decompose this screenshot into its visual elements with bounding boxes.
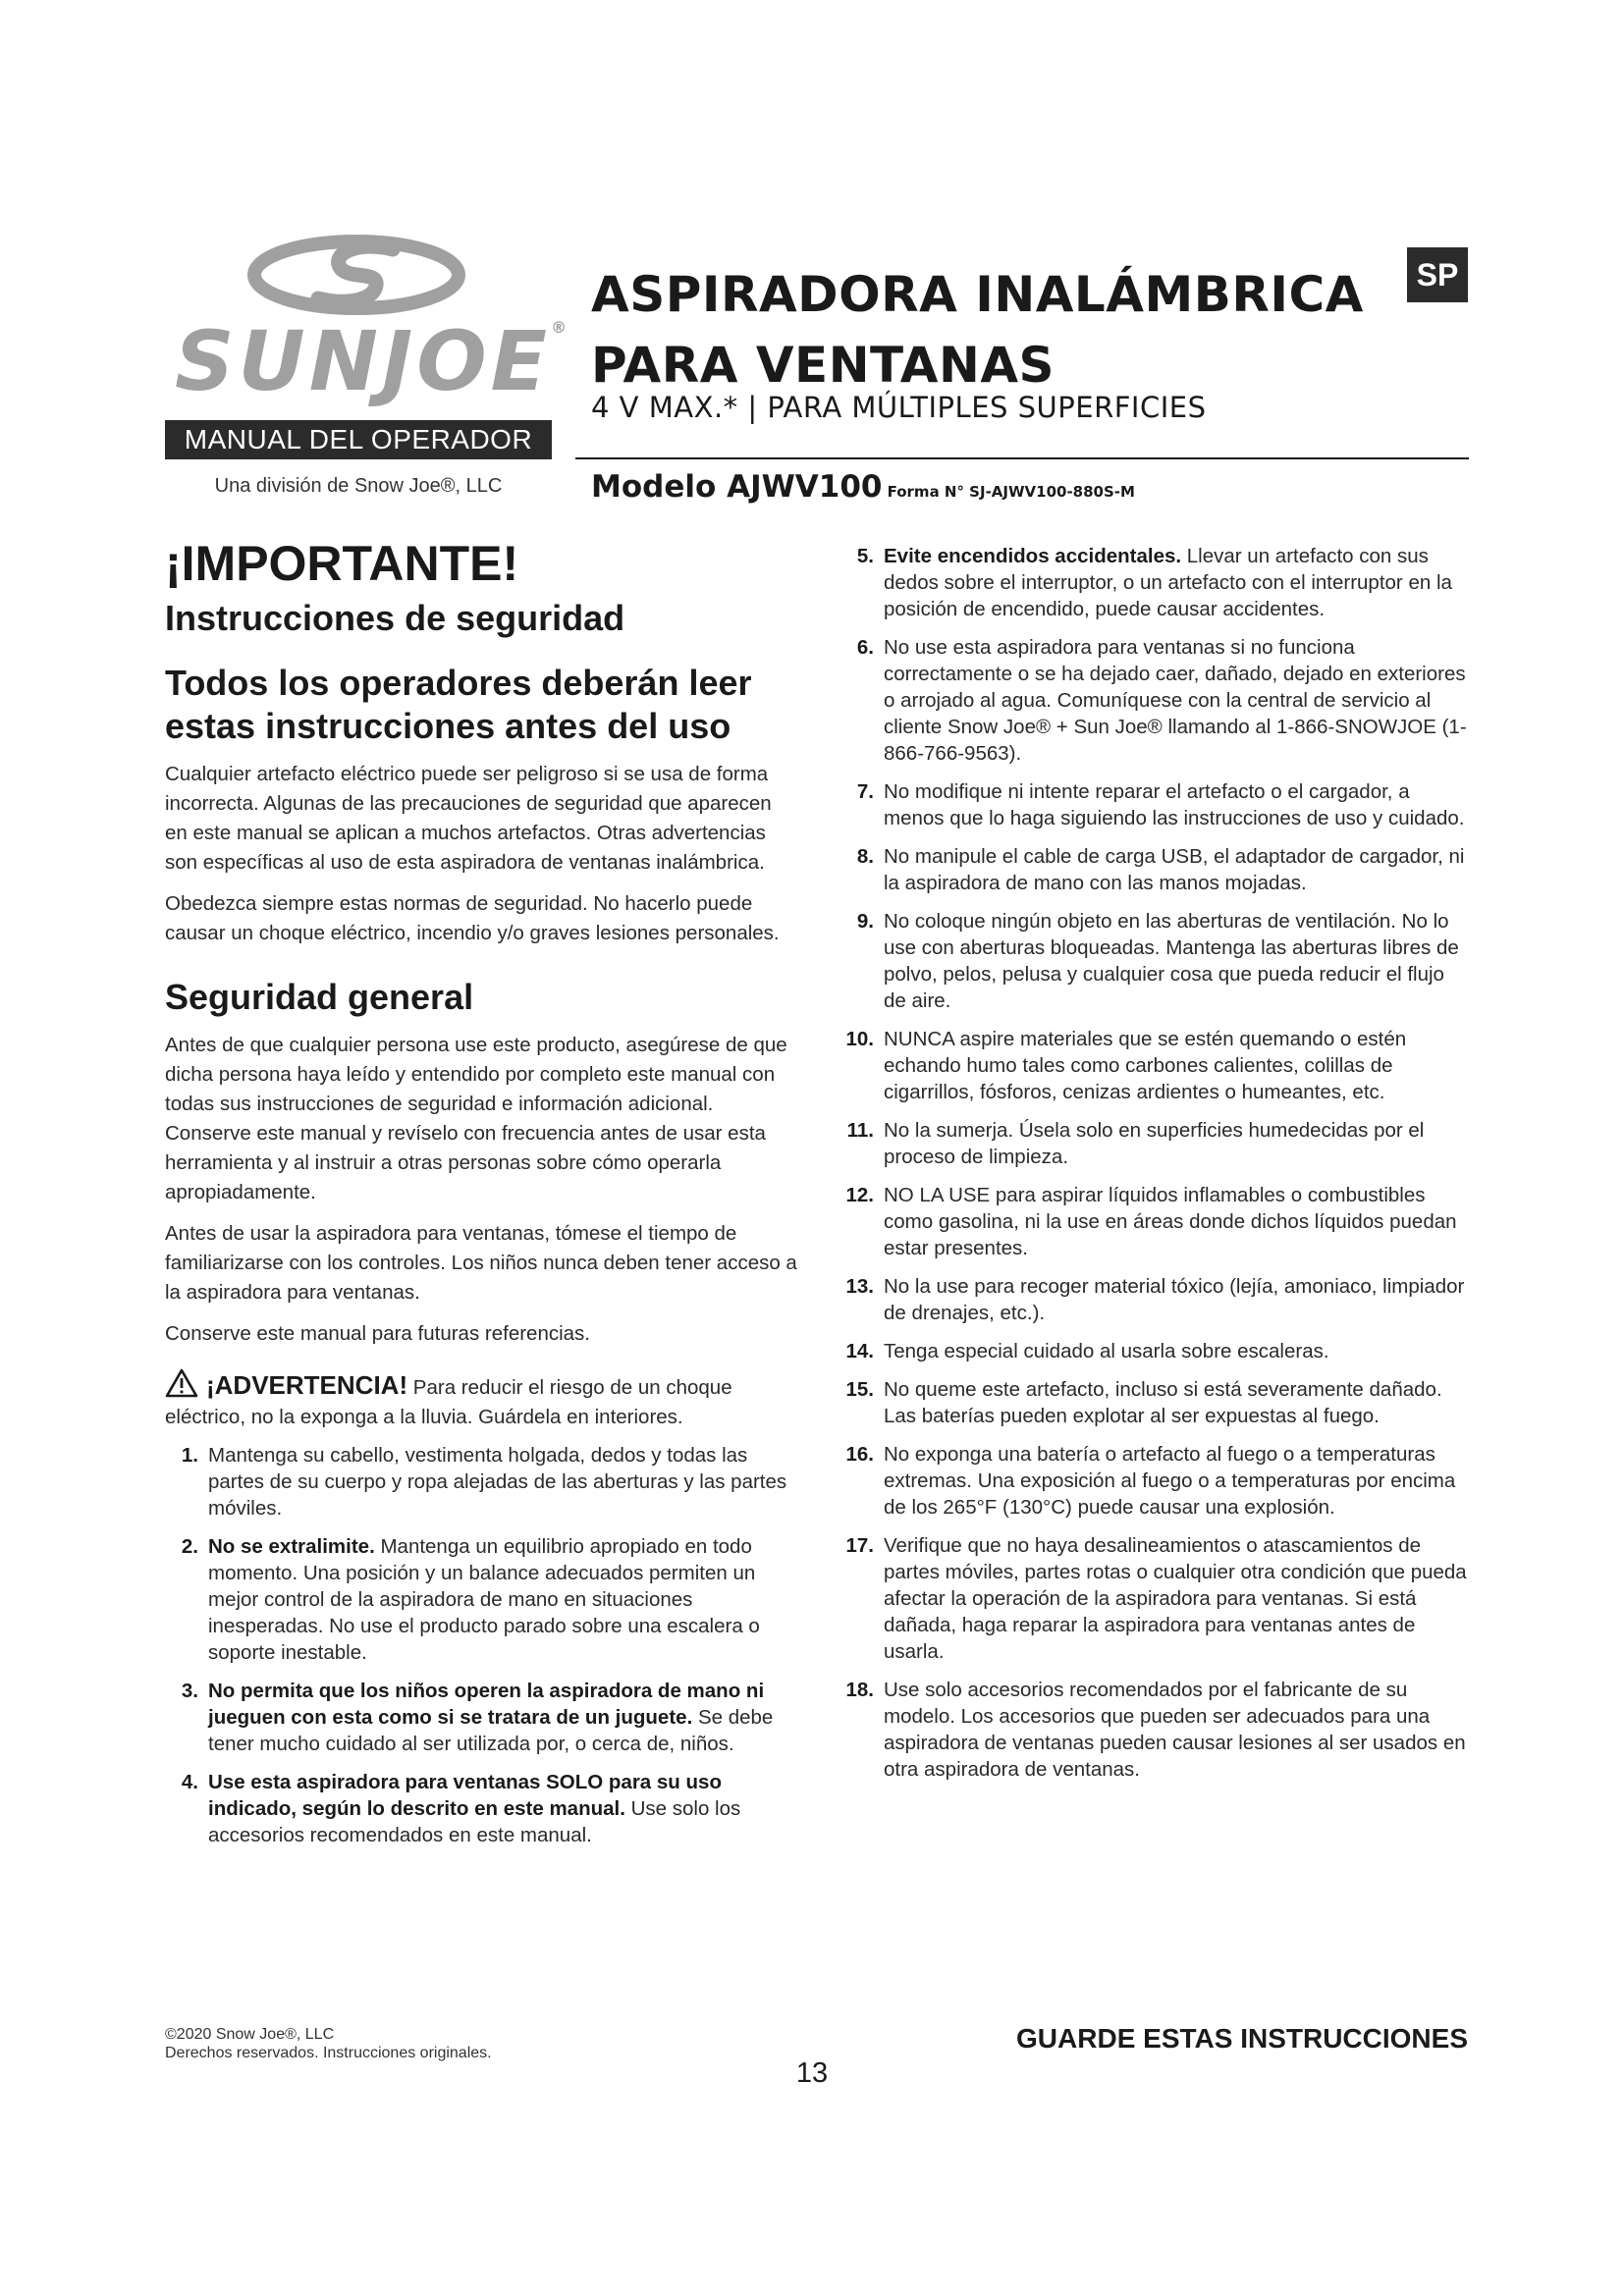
save-instructions-label: GUARDE ESTAS INSTRUCCIONES (1016, 2023, 1468, 2054)
division-note: Una división de Snow Joe®, LLC (214, 475, 503, 497)
list-item: 7. No modifique ni intente reparar el artefacto o el cargador, a menos que lo haga siguiendo las instrucciones de uso y cuidado. (856, 780, 1465, 829)
warning-block (165, 1368, 798, 1432)
list-item: 3. No permita que los niños operen la aspiradora de mano ni jueguen con esta como si se tratara de un juguete. Se debe tener mucho cuidado al ser utilizada por, o cerca de, niños. (181, 1680, 774, 1755)
right-safety-list (837, 543, 1471, 1783)
list-item: 12. NO LA USE para aspirar líquidos inflamables o combustibles como gasolina, ni la use en áreas donde dichos líquidos puedan estar presentes. (845, 1184, 1457, 1259)
model-line (591, 469, 1135, 505)
title-line-1: ASPIRADORA INALÁMBRICA (591, 266, 1364, 323)
list-item: 15. No queme este artefacto, incluso si está severamente dañado. Las baterías pueden explotar al ser expuestas al fuego. (845, 1378, 1442, 1427)
all-operators-line-2: estas instrucciones antes del uso (165, 706, 731, 746)
page-number: 13 (795, 2057, 829, 2089)
intro-paragraph-1: Cualquier artefacto eléctrico puede ser peligroso si se usa de forma incorrecta. Algunas de las precauciones de seguridad que aparecen en este manual se aplican a muchos artefactos. Otras advertencias son específicas al uso de esta aspiradora de ventanas inalámbrica. (165, 763, 772, 874)
intro-paragraph-2: Obedezca siempre estas normas de seguridad. No hacerlo puede causar un choque eléctrico, incendio y/o graves lesiones personales. (165, 892, 780, 944)
form-number: Forma N° SJ-AJWV100-880S-M (887, 483, 1135, 501)
title-divider (575, 457, 1469, 459)
list-item: 17. Verifique que no haya desalineamientos o atascamientos de partes móviles, partes rotas o cualquier otra condición que pueda afectar la operación de la aspiradora para ventanas. Si está dañada, haga reparar la aspiradora para ventanas antes de usarla. (845, 1534, 1467, 1663)
general-paragraph-3: Conserve este manual para futuras referencias. (165, 1322, 591, 1345)
list-item: 4. Use esta aspiradora para ventanas SOLO para su uso indicado, según lo descrito en este manual. Use solo los accesorios recomendados en este manual. (181, 1771, 741, 1846)
general-paragraph-1: Antes de que cualquier persona use este producto, asegúrese de que dicha persona haya leído y entendido por completo este manual con todas sus instrucciones de seguridad e información adicional. Conserve este manual y revíselo con frecuencia antes de usar esta herramienta y al instruir a otras personas sobre cómo operarla apropiadamente. (165, 1034, 787, 1203)
general-safety-heading: Seguridad general (165, 977, 474, 1017)
list-item: 8. No manipule el cable de carga USB, el adaptador de cargador, ni la aspiradora de mano con las manos mojadas. (856, 845, 1465, 894)
copyright-line-2: Derechos reservados. Instrucciones originales. (165, 2045, 492, 2061)
brand-wordmark: SUNJOE® (175, 313, 568, 409)
general-paragraph-2: Antes de usar la aspiradora para ventanas, tómese el tiempo de familiarizarse con los controles. Los niños nunca deben tener acceso a la aspiradora para ventanas. (165, 1222, 797, 1304)
manual-label: MANUAL DEL OPERADOR (165, 420, 552, 459)
all-operators-heading (165, 662, 798, 748)
list-item: 11. No la sumerja. Úsela solo en superficies humedecidas por el proceso de limpieza. (846, 1119, 1425, 1168)
list-item: 6. No use esta aspiradora para ventanas si no funciona correctamente o se ha dejado caer, dañado, dejado en exteriores o arrojado al agua. Comuníquese con la central de servicio al cliente Snow Joe® + Sun Joe® llamando al 1-866-SNOWJOE (1-866-766-9563). (856, 636, 1467, 765)
right-column (837, 543, 1471, 1794)
model-label: Modelo AJWV100 (591, 469, 883, 505)
title-line-2: PARA VENTANAS (591, 337, 1056, 394)
important-heading: ¡IMPORTANTE! (165, 536, 519, 591)
list-item: 1. Mantenga su cabello, vestimenta holgada, dedos y todas las partes de su cuerpo y ropa alejadas de las aberturas y las partes móviles. (181, 1444, 787, 1520)
left-column (165, 536, 798, 1860)
left-safety-list (165, 1442, 798, 1848)
list-item: 14. Tenga especial cuidado al usarla sobre escaleras. (845, 1340, 1329, 1362)
warning-heading: ¡ADVERTENCIA! (206, 1370, 408, 1400)
language-badge: SP (1407, 247, 1468, 302)
all-operators-line-1: Todos los operadores deberán leer (165, 663, 752, 703)
warning-triangle-icon (165, 1368, 198, 1398)
safety-instructions-heading: Instrucciones de seguridad (165, 598, 625, 638)
warning-text: Para reducir el riesgo de un choque eléctrico, no la exponga a la lluvia. Guárdela en interiores. (165, 1376, 732, 1428)
list-item: 18. Use solo accesorios recomendados por el fabricante de su modelo. Los accesorios que pueden ser adecuados para una aspiradora de ventanas pueden causar lesiones al ser usados en otra aspiradora de ventanas. (845, 1679, 1466, 1781)
list-item: 10. NUNCA aspire materiales que se estén quemando o estén echando humo tales como carbones calientes, colillas de cigarrillos, fósforos, cenizas ardientes o humeantes, etc. (845, 1028, 1407, 1103)
list-item: 9. No coloque ningún objeto en las aberturas de ventilación. No lo use con aberturas bloqueadas. Mantenga las aberturas libres de polvo, pelos, pelusa y cualquier cosa que pueda reducir el flujo de aire. (856, 910, 1459, 1012)
sunjoe-logo (165, 234, 568, 409)
copyright-line-1: ©2020 Snow Joe®, LLC (165, 2026, 335, 2043)
product-subtitle: 4 V MAX.* | PARA MÚLTIPLES SUPERFICIES (591, 391, 1207, 424)
list-item: 2. No se extralimite. Mantenga un equilibrio apropiado en todo momento. Una posición y un balance adecuados permiten un mejor control de la aspiradora de mano en situaciones inesperadas. No use el producto parado sobre una escalera o soporte inestable. (181, 1535, 760, 1664)
list-item: 13. No la use para recoger material tóxico (lejía, amoniaco, limpiador de drenajes, etc.). (845, 1275, 1465, 1324)
list-item: 16. No exponga una batería o artefacto al fuego o a temperaturas extremas. Una exposición al fuego o a temperaturas por encima de los 265°F (130°C) puede causar una explosión. (845, 1443, 1456, 1519)
sunjoe-swoosh-icon (245, 234, 467, 316)
list-item: 5. Evite encendidos accidentales. Llevar un artefacto con sus dedos sobre el interruptor, o un artefacto con el interruptor en la posición de encendido, puede causar accidentes. (856, 545, 1452, 620)
page-title (591, 259, 1364, 400)
